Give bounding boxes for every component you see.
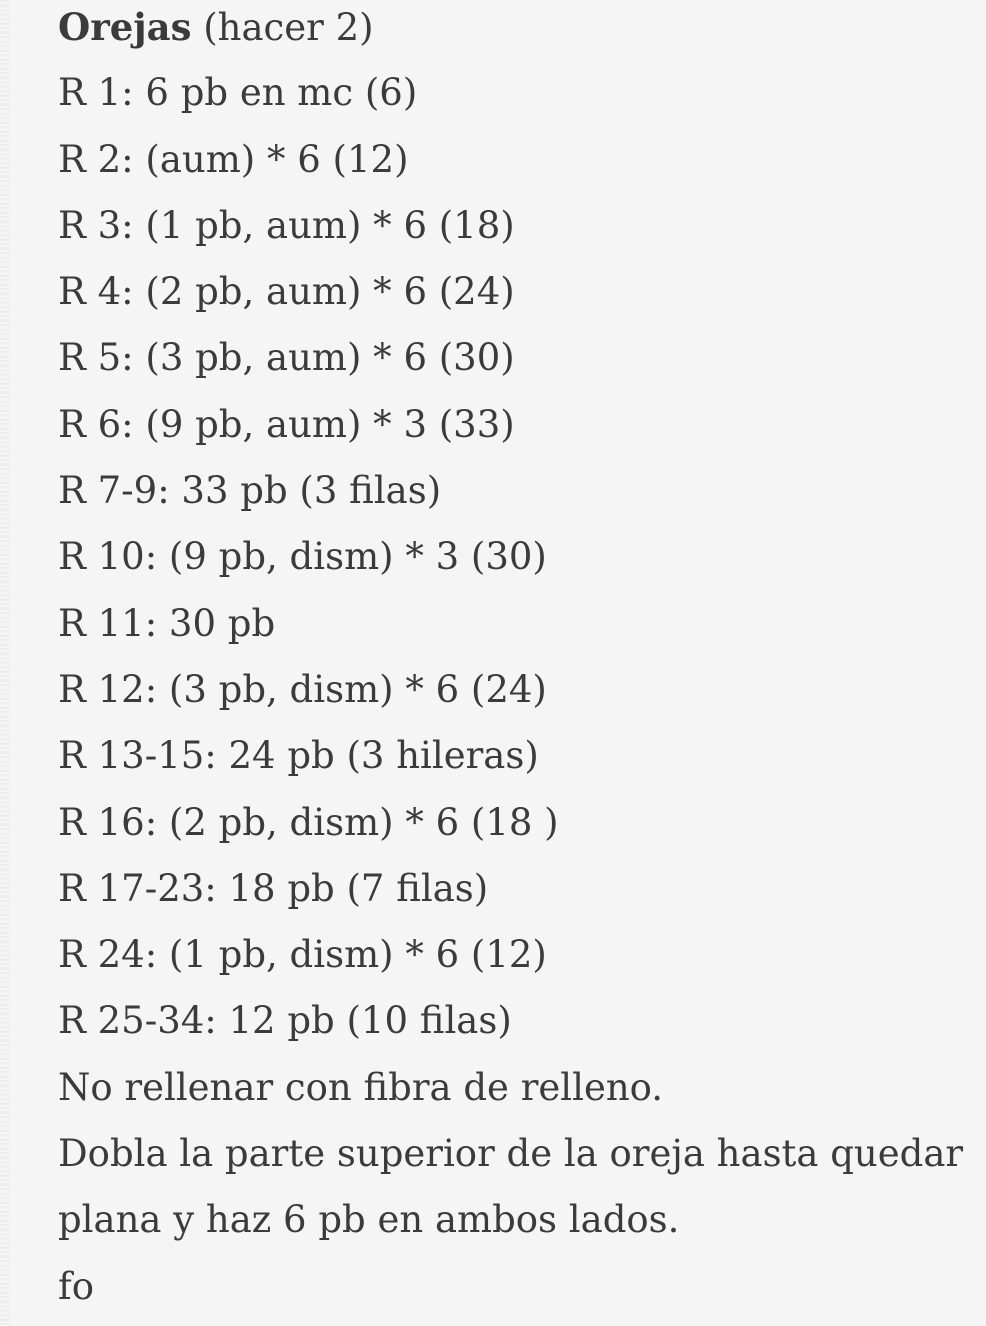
pattern-row: R 13-15: 24 pb (3 hileras): [58, 734, 539, 778]
pattern-row: R 25-34: 12 pb (10 filas): [58, 999, 512, 1043]
page-left-edge: [0, 0, 10, 1326]
pattern-text: [58, 0, 964, 1326]
section-heading: [58, 0, 958, 66]
pattern-row: R 2: (aum) * 6 (12): [58, 137, 409, 181]
pattern-row: R 12: (3 pb, dism) * 6 (24): [58, 667, 547, 711]
section-title: Orejas: [58, 5, 192, 49]
pattern-row: R 17-23: 18 pb (7 filas): [58, 866, 489, 910]
pattern-row: R 16: (2 pb, dism) * 6 (18 ): [58, 800, 559, 844]
note-line: plana y haz 6 pb en ambos lados.: [58, 1198, 680, 1242]
note-line: Dobla la parte superior de la oreja hasta quedar: [58, 1132, 964, 1176]
section-subtitle: (hacer 2): [191, 6, 374, 49]
pattern-row: R 5: (3 pb, aum) * 6 (30): [58, 336, 515, 380]
pattern-row: R 3: (1 pb, aum) * 6 (18): [58, 203, 515, 247]
pattern-row: R 7-9: 33 pb (3 filas): [58, 469, 442, 513]
pattern-row: R 10: (9 pb, dism) * 3 (30): [58, 535, 547, 579]
pattern-row: R 24: (1 pb, dism) * 6 (12): [58, 933, 547, 977]
note-line: No rellenar con fibra de relleno.: [58, 1065, 664, 1109]
pattern-row: R 1: 6 pb en mc (6): [58, 71, 418, 115]
pattern-row: R 6: (9 pb, aum) * 3 (33): [58, 402, 515, 446]
pattern-row: R 4: (2 pb, aum) * 6 (24): [58, 270, 515, 314]
pattern-row: R 11: 30 pb: [58, 601, 276, 645]
note-line: fo: [58, 1264, 94, 1308]
